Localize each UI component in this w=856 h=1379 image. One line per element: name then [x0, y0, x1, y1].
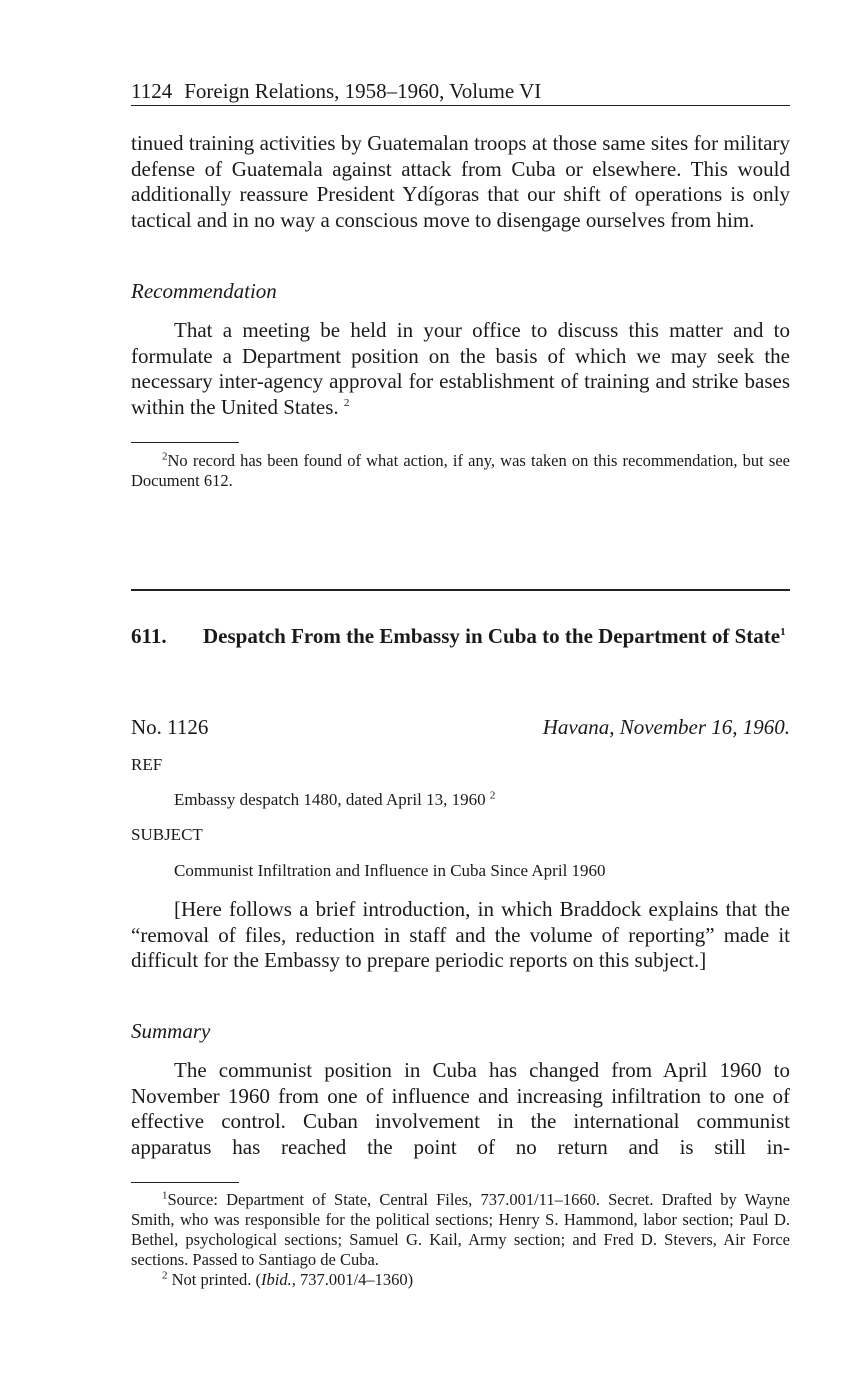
footnote-1-marker: 1	[162, 1189, 168, 1202]
recommendation-text: That a meeting be held in your office to discuss this matter and to formulate a Department position on the basis of which we may seek the necessary inter-agency approval for establishment of training and strike bases within the United States.	[131, 318, 790, 419]
document-title-text: Despatch From the Embassy in Cuba to the Department of State	[203, 624, 781, 648]
footnotes-rule	[131, 1182, 239, 1183]
page-number: 1124	[131, 79, 173, 103]
subject-label: SUBJECT	[131, 825, 203, 844]
intro-paragraph: [Here follows a brief introduction, in which Braddock explains that the “removal of files, reduction in staff and the volume of reporting” made it difficult for the Embassy to prepare periodic reports on this subject.]	[131, 897, 790, 972]
despatch-number: No. 1126	[131, 715, 209, 739]
footnote-1	[131, 1190, 790, 1270]
footnote-rule	[131, 442, 239, 443]
section-divider	[131, 589, 790, 591]
summary-paragraph: The communist position in Cuba has changed from April 1960 to November 1960 from one of influence and increasing infiltration to one of effective control. Cuban involvement in the international communist apparatus has reached the point of no return and is still in-	[131, 1058, 790, 1159]
running-header	[131, 78, 790, 106]
footnote-2-text-tail: 737.001/4–1360)	[295, 1270, 414, 1289]
title-footnote-ref: 1	[780, 626, 786, 638]
footnote-marker: 2	[162, 450, 168, 463]
ref-value	[174, 789, 495, 811]
footnote-2	[162, 1270, 413, 1290]
continuation-paragraph: tinued training activities by Guatemalan troops at those same sites for military defense of Guatemala against attack from Cuba or elsewhere. This would additionally reassure President Ydígoras that our shift of operations is only tactical and in no way a conscious move to disengage ourselves from him.	[131, 131, 790, 232]
footnote-prev	[131, 451, 790, 491]
place-date: Havana, November 16, 1960.	[542, 715, 790, 739]
summary-heading: Summary	[131, 1019, 211, 1043]
footnote-2-text-plain: Not printed. (	[171, 1270, 261, 1289]
document-title	[203, 623, 790, 649]
footnote-ref-2: 2	[343, 396, 350, 409]
footnote-1-text: Source: Department of State, Central Files, 737.001/11–1660. Secret. Drafted by Wayne Smith, who was responsible for the political sections; Henry S. Hammond, labor section; Paul D. Bethel, psychological sections; Samuel G. Kail, Army section; and Fred D. Stevers, Air Force sections. Passed to Santiago de Cuba.	[131, 1190, 790, 1269]
recommendation-paragraph	[131, 318, 790, 420]
subject-text: Communist Infiltration and Influence in Cuba Since April 1960	[174, 861, 606, 880]
despatch-line	[131, 714, 790, 740]
footnote-2-ibid: Ibid.,	[260, 1270, 296, 1289]
footnote-2-marker: 2	[162, 1269, 168, 1282]
ref-text: Embassy despatch 1480, dated April 13, 1960	[174, 790, 486, 809]
footnote-text: No record has been found of what action, if any, was taken on this recommendation, but see Document 612.	[131, 451, 790, 490]
ref-label: REF	[131, 755, 163, 774]
recommendation-heading: Recommendation	[131, 279, 277, 303]
ref-footnote-ref: 2	[489, 789, 496, 802]
document-number: 611.	[131, 624, 167, 648]
volume-title: Foreign Relations, 1958–1960, Volume VI	[184, 79, 542, 103]
